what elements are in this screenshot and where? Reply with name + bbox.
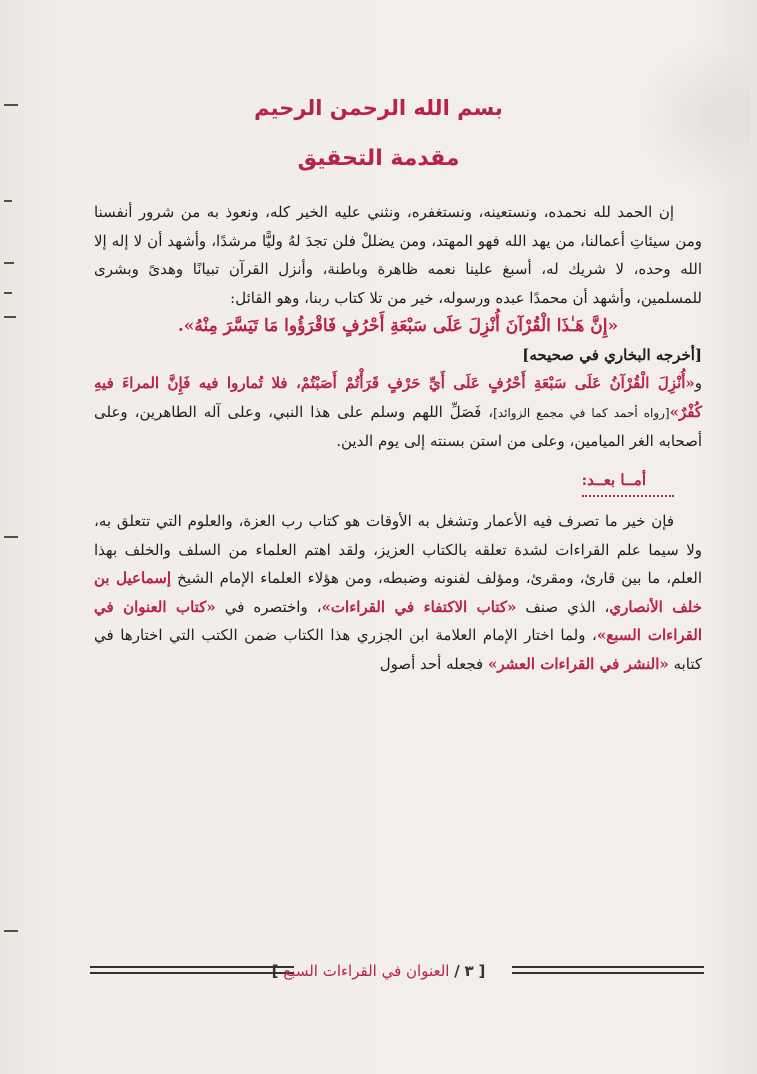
book-title: «كتاب العنوان في القراءات السبع» bbox=[94, 597, 702, 644]
text: ، واختصره في bbox=[215, 597, 322, 616]
margin-mark bbox=[4, 200, 12, 202]
author-name: إسماعيل بن خلف الأنصاري bbox=[94, 569, 702, 616]
body-text bbox=[94, 198, 702, 678]
page-footer bbox=[0, 962, 757, 980]
margin-mark bbox=[4, 536, 18, 538]
text: فجعله أحد أصول bbox=[379, 654, 488, 673]
quran-quote: «إِنَّ هَـٰذَا الْقُرْآنَ أُنْزِلَ عَلَى سَبْعَةِ أَحْرُفٍ فَاقْرَؤُوا مَا تَيَسَّرَ مِنْهُ». bbox=[177, 316, 619, 336]
text: فإن خير ما تصرف فيه الأعمار وتشغل به الأوقات هو كتاب رب العزة، والعلوم التي تتعلق به، ولا سيما علم القراءات لشدة تعلقه بالكتاب العزيز، ولقد اهتم العلماء من السلف والخلف بهذا العلم، ما بين قارئ، ومقرئ، ومؤلف لفنونه وضبطه، ومن هؤلاء العلماء الإمام الشيخ bbox=[94, 512, 702, 587]
footer-separator: / bbox=[454, 962, 460, 980]
footer-bracket: [ bbox=[478, 962, 486, 980]
margin-mark bbox=[4, 316, 16, 318]
paragraph-opening: إن الحمد لله نحمده، ونستعينه، ونستغفره، ونثني عليه الخير كله، ونعوذ به من شرور أنفسنا ومن سيئاتِ أعمالنا، من يهد الله فهو المهتد، ومن يضللْ فلن تجدَ لهُ وليًّا مرشدًا، وأشهد أن لا إله إلا الله وحده، لا شريك له، أسبغ علينا نعمه ظاهرة وباطنة، وأنزل القرآن تبيانًا وهدىً وبشرى للمسلمين، وأشهد أن محمدًا عبده ورسوله، خير من تلا كتاب ربنا، وهو القائل: bbox=[94, 203, 702, 307]
hadith-quote: «أُنْزِلَ الْقُرْآنُ عَلَى سَبْعَةِ أَحْرُفٍ عَلَى أَيِّ حَرْفٍ قَرَأْتُمْ أَصَبْتُمْ، فلا تُماروا فيه فَإِنَّ المراءَ فيهِ كُفْرٌ» bbox=[94, 374, 702, 421]
basmala: بسم الله الرحمن الرحيم bbox=[254, 96, 503, 120]
hadith-source-2: [رواه أحمد كما في مجمع الزوائد] bbox=[493, 405, 670, 420]
paragraph-hadith bbox=[94, 369, 702, 456]
book-title: «كتاب الاكتفاء في القراءات» bbox=[321, 597, 517, 616]
footer-bracket: ] bbox=[271, 962, 279, 980]
text: ، الذي صنف bbox=[516, 597, 610, 616]
section-heading-amma: أمــا بعــد: bbox=[582, 466, 674, 498]
hadith-source: [أخرجه البخاري في صحيحه] bbox=[522, 345, 702, 364]
margin-mark bbox=[4, 262, 14, 264]
margin-mark bbox=[4, 292, 12, 294]
text: و bbox=[694, 374, 702, 392]
book-title: «النشر في القراءات العشر» bbox=[488, 654, 669, 673]
page-heading: مقدمة التحقيق bbox=[297, 146, 460, 171]
paragraph-main bbox=[94, 507, 702, 678]
text: ، فَصَلِّ اللهم وسلم على هذا النبي، وعلى آله الطاهرين، وعلى أصحابه الغر الميامين، وعلى من استن بسنته إلى يوم الدين. bbox=[94, 402, 702, 450]
text: ، ولما اختار الإمام العلامة ابن الجزري هذا الكتاب ضمن الكتب التي اختارها في كتابه bbox=[94, 626, 702, 673]
margin-mark bbox=[4, 930, 18, 932]
page-number: ٣ bbox=[464, 962, 474, 980]
running-title: العنوان في القراءات السبع bbox=[283, 962, 450, 980]
